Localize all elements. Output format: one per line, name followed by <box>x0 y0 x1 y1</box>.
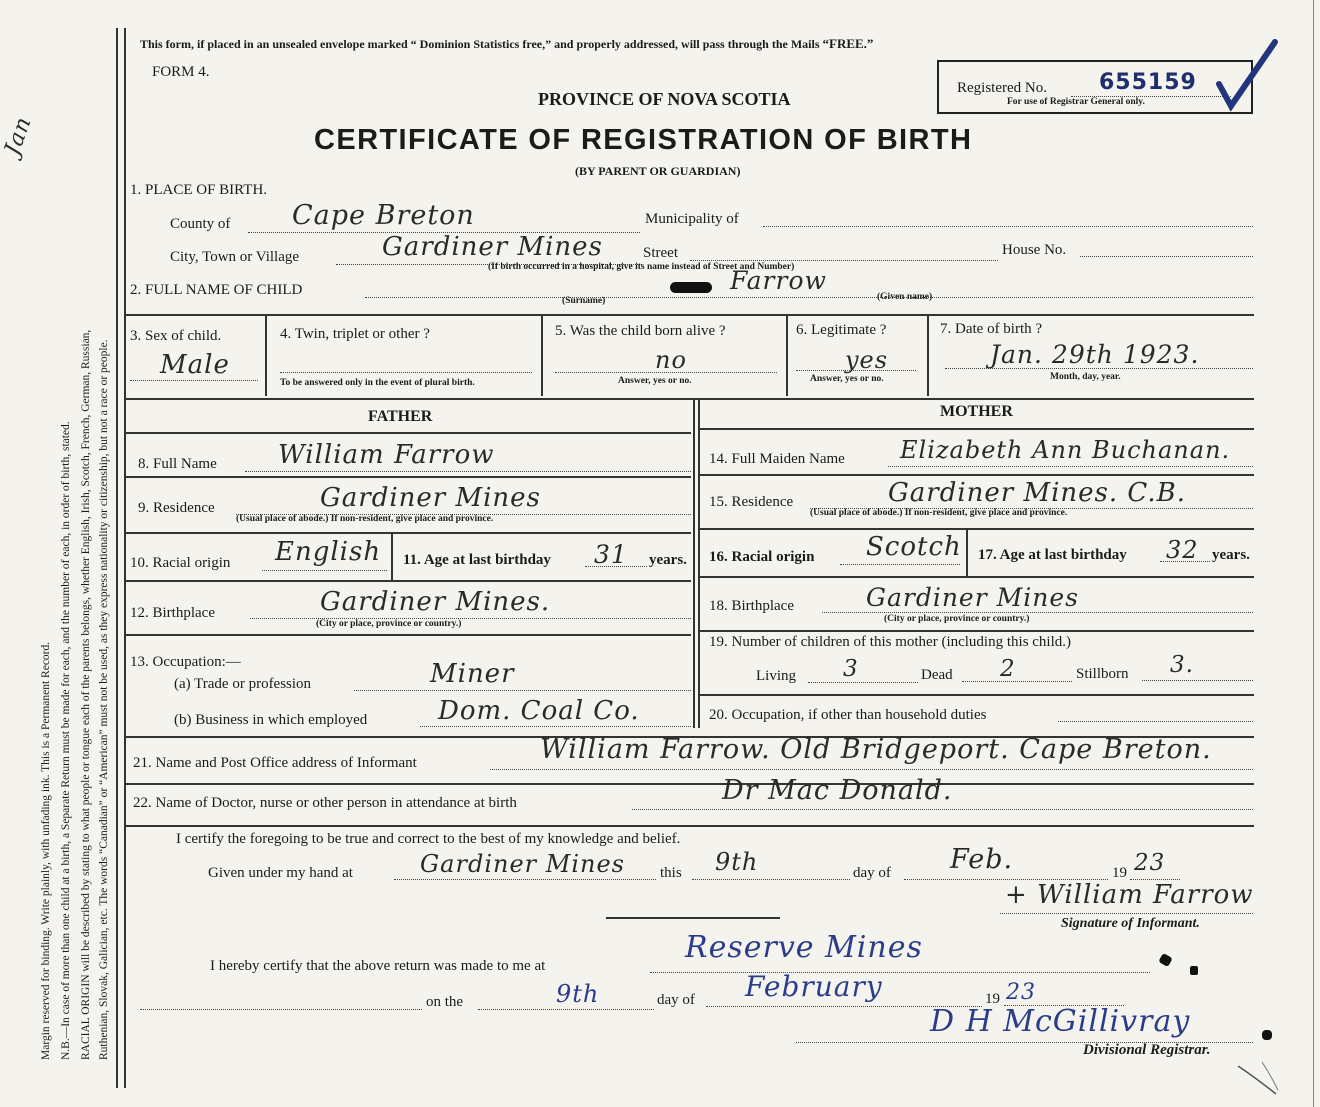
corner-fold-mark <box>1236 1060 1284 1100</box>
legitimate-label: 6. Legitimate ? <box>796 322 887 338</box>
rule-after-informant <box>124 783 1254 785</box>
margin-rule <box>116 28 118 1088</box>
dob-value: Jan. 29th 1923. <box>990 340 1200 369</box>
mother-residence-value: Gardiner Mines. C.B. <box>888 478 1187 508</box>
municipality-line <box>763 226 1253 227</box>
father-age-label: 11. Age at last birthday <box>403 552 551 568</box>
father-race-label: 10. Racial origin <box>130 555 231 571</box>
redacted-given-name <box>670 282 712 293</box>
return-day-of-label: day of <box>657 992 695 1008</box>
mother-name-rule <box>700 474 1254 476</box>
margin-note-binding: Margin reserved for binding. Write plainly, with unfading ink. This is a Permanent Record. <box>40 641 52 1060</box>
mother-birthplace-line <box>822 612 1253 613</box>
mother-children-rule <box>700 694 1254 696</box>
mail-notice <box>140 36 873 52</box>
father-name-line <box>245 471 691 472</box>
on-the-label: on the <box>426 994 464 1010</box>
child-surname-value: Farrow <box>730 266 827 295</box>
return-place-line <box>650 972 1150 973</box>
parent-divider <box>693 398 695 728</box>
registrar-caption: Divisional Registrar. <box>1083 1042 1211 1058</box>
mother-occupation-line <box>1058 721 1253 722</box>
given-place-value: Gardiner Mines <box>420 850 625 878</box>
return-year-prefix: 19 <box>985 991 1000 1007</box>
margin-note-nationality: Ruthenian, Slovak, Galician, etc. The words “Canadian” or “American” must not be used, as they express nationality or citizenship, but not a race or people. <box>98 339 110 1060</box>
mother-birthplace-rule <box>700 630 1254 632</box>
house-number-label: House No. <box>1002 242 1067 258</box>
father-heading-rule <box>124 432 691 434</box>
registrar-note: For use of Registrar General only. <box>1007 97 1145 107</box>
legitimate-value: yes <box>845 346 889 374</box>
living-value: 3 <box>843 656 859 682</box>
legitimate-caption: Answer, yes or no. <box>810 374 884 384</box>
signature-caption: Signature of Informant. <box>1061 916 1200 931</box>
certify-statement: I certify the foregoing to be true and correct to the best of my knowledge and belief. <box>176 831 681 847</box>
street-line <box>690 260 998 261</box>
margin-handwritten-note: Jan <box>0 113 37 159</box>
place-heading: 1. PLACE OF BIRTH. <box>130 182 268 198</box>
doctor-line <box>632 809 1253 810</box>
father-name-rule <box>124 476 691 478</box>
informant-label: 21. Name and Post Office address of Informant <box>133 755 417 771</box>
given-year-value: 23 <box>1134 850 1166 876</box>
mother-name-label: 14. Full Maiden Name <box>709 451 845 467</box>
mother-children-label: 19. Number of children of this mother (including this child.) <box>709 634 1072 650</box>
father-residence-label: 9. Residence <box>138 500 215 516</box>
margin-note-racial-origin: RACIAL ORIGIN will be described by stating to what people or tongue each of the parents belongs, whether English, Irish, Scotch, French, German, Russian, <box>80 329 92 1060</box>
alive-caption: Answer, yes or no. <box>618 376 692 386</box>
return-place-value: Reserve Mines <box>685 930 923 965</box>
day-of-label: day of <box>853 865 891 881</box>
mail-notice-text: This form, if placed in an unsealed envelope marked “ Dominion Statistics free,” and properly addressed, will pass through the Mails <box>140 37 823 51</box>
given-day-value: 9th <box>715 848 759 876</box>
mother-residence-caption: (Usual place of abode.) If non-resident, give place and province. <box>810 508 1068 518</box>
province-heading: PROVINCE OF NOVA SCOTIA <box>538 89 791 109</box>
this-label: this <box>660 865 682 881</box>
given-month-value: Feb. <box>950 844 1014 875</box>
father-age-value: 31 <box>594 540 628 569</box>
father-residence-caption: (Usual place of abode.) If non-resident, give place and province. <box>236 514 494 524</box>
rule-before-parents <box>124 398 1254 400</box>
mother-race-divider <box>966 530 968 576</box>
mother-name-value: Elizabeth Ann Buchanan. <box>900 436 1231 464</box>
page-edge <box>1313 0 1314 1107</box>
surname-caption: (Surname) <box>562 296 606 306</box>
mother-age-label: 17. Age at last birthday <box>978 547 1127 563</box>
father-race-divider <box>391 534 393 580</box>
father-residence-value: Gardiner Mines <box>320 483 541 513</box>
on-the-leader-line <box>140 1009 422 1010</box>
father-race-line <box>262 570 387 571</box>
registered-number-box <box>937 60 1253 114</box>
father-birthplace-label: 12. Birthplace <box>130 605 215 621</box>
twin-note: To be answered only in the event of plural birth. <box>280 378 475 388</box>
signature-line <box>1000 913 1253 914</box>
dob-caption: Month, day, year. <box>1050 372 1121 382</box>
father-business-label: (b) Business in which employed <box>174 712 368 728</box>
father-birthplace-value: Gardiner Mines. <box>320 587 551 617</box>
rule-after-doctor <box>124 825 1254 827</box>
given-under-label: Given under my hand at <box>208 865 353 881</box>
father-birthplace-rule <box>124 634 691 636</box>
father-trade-line <box>354 690 691 691</box>
mother-name-line <box>888 466 1253 467</box>
father-occupation-label: 13. Occupation:— <box>130 654 241 670</box>
alive-value: no <box>655 346 687 374</box>
mother-race-rule <box>700 576 1254 578</box>
dob-label: 7. Date of birth ? <box>940 321 1043 337</box>
given-name-caption: (Given name) <box>877 292 933 302</box>
mother-age-unit: years. <box>1212 547 1250 563</box>
living-line <box>808 682 918 683</box>
parent-divider-inner <box>698 398 700 728</box>
alive-label: 5. Was the child born alive ? <box>555 323 726 339</box>
mother-birthplace-value: Gardiner Mines <box>866 583 1079 612</box>
dead-value: 2 <box>1000 656 1016 682</box>
registered-label: Registered No. <box>957 80 1047 96</box>
ink-blot-registrar <box>1262 1030 1272 1040</box>
father-name-label: 8. Full Name <box>138 456 217 472</box>
county-value: Cape Breton <box>292 200 475 231</box>
doctor-label: 22. Name of Doctor, nurse or other person in attendance at birth <box>133 795 517 811</box>
mother-birthplace-caption: (City or place, province or country.) <box>884 614 1030 624</box>
registered-number-value: 655159 <box>1099 70 1197 95</box>
sex-label: 3. Sex of child. <box>130 328 222 344</box>
father-business-value: Dom. Coal Co. <box>438 696 640 726</box>
mother-residence-label: 15. Residence <box>709 494 794 510</box>
stillborn-value: 3. <box>1170 652 1194 678</box>
house-number-line <box>1080 256 1253 257</box>
return-made-label: I hereby certify that the above return was made to me at <box>210 958 546 974</box>
mother-race-line <box>840 564 960 565</box>
mail-notice-free: “FREE.” <box>822 36 874 51</box>
living-label: Living <box>756 668 796 684</box>
mother-heading-rule <box>700 428 1254 430</box>
mother-heading: MOTHER <box>940 403 1013 420</box>
city-label: City, Town or Village <box>170 249 300 265</box>
mother-birthplace-label: 18. Birthplace <box>709 598 794 614</box>
divider-legit <box>927 316 929 396</box>
given-place-line <box>394 879 656 880</box>
return-day-line <box>478 1009 654 1010</box>
doctor-value: Dr Mac Donald. <box>722 775 953 806</box>
mother-race-label: 16. Racial origin <box>709 549 815 565</box>
father-race-rule <box>124 580 691 582</box>
divider-twin <box>541 316 543 396</box>
divider-alive <box>786 316 788 396</box>
registrar-signature: D H McGillivray <box>930 1004 1191 1039</box>
twin-label: 4. Twin, triplet or other ? <box>280 326 430 342</box>
mother-race-value: Scotch <box>866 532 962 562</box>
check-mark-icon <box>1215 36 1285 116</box>
county-label: County of <box>170 216 231 232</box>
sex-value: Male <box>160 350 230 380</box>
father-name-value: William Farrow <box>278 440 495 470</box>
informant-signature: + William Farrow <box>1005 880 1254 910</box>
father-business-line <box>420 726 691 727</box>
stillborn-line <box>1142 680 1253 681</box>
father-trade-label: (a) Trade or profession <box>174 676 312 692</box>
mother-residence-rule <box>700 528 1254 530</box>
divider-sex <box>265 316 267 396</box>
stillborn-label: Stillborn <box>1076 666 1129 682</box>
father-age-unit: years. <box>649 552 687 568</box>
informant-line <box>490 769 1253 770</box>
dead-label: Dead <box>921 667 953 683</box>
sex-line <box>130 380 258 381</box>
city-value: Gardiner Mines <box>382 232 603 262</box>
child-name-line <box>365 297 1253 298</box>
rule-after-name <box>124 314 1254 316</box>
return-day-value: 9th <box>556 980 600 1008</box>
child-name-label: 2. FULL NAME OF CHILD <box>130 282 303 298</box>
hospital-note: (If birth occurred in a hospital, give its name instead of Street and Number) <box>488 262 795 272</box>
informant-value: William Farrow. Old Bridgeport. Cape Breton. <box>540 734 1212 765</box>
municipality-label: Municipality of <box>645 211 739 227</box>
father-heading: FATHER <box>368 408 433 425</box>
margin-note-plural-birth: N.B.—In case of more than one child at a birth, a Separate Return must be made for each, and the number of each, in order of birth, stated. <box>60 421 72 1060</box>
ink-blot <box>1158 953 1173 967</box>
father-race-value: English <box>275 537 382 567</box>
certificate-subtitle: (BY PARENT OR GUARDIAN) <box>575 164 741 178</box>
mother-age-value: 32 <box>1166 536 1199 564</box>
father-birthplace-caption: (City or place, province or country.) <box>316 619 462 629</box>
mother-occupation-label: 20. Occupation, if other than household duties <box>709 707 987 723</box>
return-year-value: 23 <box>1006 980 1036 1005</box>
stamp-rule <box>606 917 780 919</box>
ink-blot-small <box>1190 966 1198 975</box>
twin-line <box>280 372 532 373</box>
margin-rule-inner <box>124 28 126 1088</box>
dead-line <box>962 681 1072 682</box>
return-month-value: February <box>745 970 883 1003</box>
father-trade-value: Miner <box>430 659 515 689</box>
street-label: Street <box>643 245 678 261</box>
given-day-line <box>692 879 850 880</box>
father-residence-rule <box>124 532 691 534</box>
year-prefix: 19 <box>1112 865 1127 881</box>
form-number: FORM 4. <box>152 64 210 80</box>
certificate-title: CERTIFICATE OF REGISTRATION OF BIRTH <box>314 124 973 156</box>
